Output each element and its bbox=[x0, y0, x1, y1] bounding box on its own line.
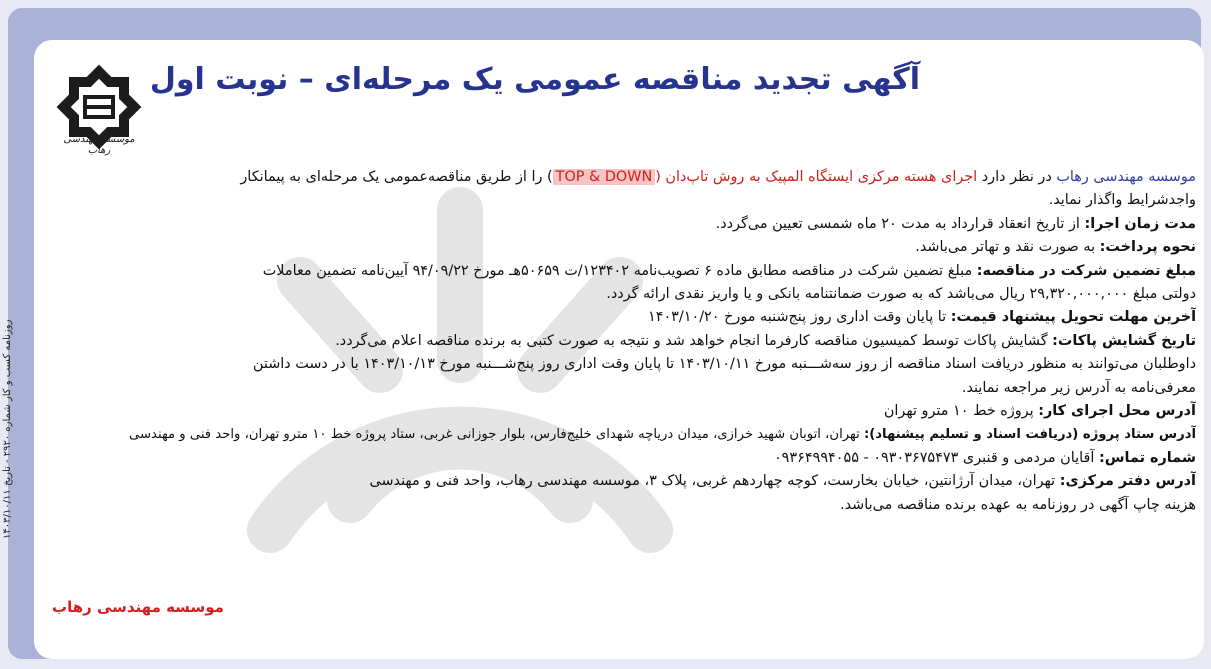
opening-line bbox=[40, 330, 1196, 353]
office-label: آدرس دفتر مرکزی: bbox=[1059, 473, 1196, 490]
guarantee-value: مبلغ تضمین شرکت در مناقصه مطابق ماده ۶ تصویب‌نامه ۱۲۳۴۰۲/ت ۵۰۶۵۹هـ مورخ ۹۴/۰۹/۲۲ آیین‌نامه تضمین معاملات bbox=[262, 262, 977, 279]
guarantee-label: مبلغ تضمین شرکت در مناقصه: bbox=[976, 262, 1196, 279]
site-label: آدرس محل اجرای کار: bbox=[1038, 403, 1196, 420]
company-name: موسسه مهندسی رهاب bbox=[1056, 169, 1196, 185]
newspaper-stamp: روزنامه کسب و کار شماره ۲۹۲۰ - تاریخ ۱۴۰۳/۱۰/۱۱ bbox=[2, 320, 13, 540]
site-value: پروژه خط ۱۰ مترو تهران bbox=[883, 403, 1039, 420]
method-badge: TOP & DOWN bbox=[553, 169, 656, 185]
hq-value: تهران، اتوبان شهید خرازی، میدان دریاچه شهدای خلیج‌فارس، بلوار جوزانی غربی، ستاد پروژه خط ۱۰ مترو تهران، واحد فنی و مهندسی bbox=[129, 427, 864, 443]
hq-line bbox=[40, 423, 1196, 446]
logo-caption: موسسه مهندسی رهاب bbox=[63, 134, 135, 156]
office-line bbox=[40, 470, 1196, 493]
signature: موسسه مهندسی رهاب bbox=[52, 598, 224, 616]
page-title: آگهی تجدید مناقصه عمومی یک مرحله‌ای – نوبت اول bbox=[149, 62, 920, 97]
deadline-value: تا پایان وقت اداری روز پنج‌شنبه مورخ ۱۴۰۳/۱۰/۲۰ bbox=[647, 309, 951, 326]
docs-line-2: معرفی‌نامه به آدرس زیر مراجعه نمایند. bbox=[961, 379, 1196, 396]
guarantee-line bbox=[40, 260, 1196, 283]
deadline-label: آخرین مهلت تحویل پیشنهاد قیمت: bbox=[950, 309, 1196, 326]
payment-value: به صورت نقد و تهاتر می‌باشد. bbox=[915, 239, 1100, 256]
office-value: تهران، میدان آرژانتین، خیابان بخارست، کوچه چهاردهم غربی، پلاک ۳، موسسه مهندسی رهاب، واحد فنی و مهندسی bbox=[369, 473, 1060, 490]
hq-label: آدرس ستاد پروژه (دریافت اسناد و تسلیم پیشنهاد): bbox=[863, 427, 1196, 443]
contact-value: آقایان مردمی و قنبری ۰۹۳۰۳۶۷۵۴۷۳ - ۰۹۳۶۴۹۹۴۰۵۵ bbox=[773, 449, 1099, 466]
site-line bbox=[40, 400, 1196, 423]
intro-line-2: واجدشرایط واگذار نماید. bbox=[1048, 192, 1196, 209]
guarantee-line-2: دولتی مبلغ ۲۹,۳۲۰,۰۰۰,۰۰۰ ریال می‌باشد که به صورت ضمانتنامه بانکی و یا واریز نقدی ارائه گردد. bbox=[606, 286, 1196, 303]
intro-text-2: ) را از طریق مناقصه‌عمومی یک مرحله‌ای به پیمانکار bbox=[240, 169, 553, 185]
contact-line bbox=[40, 447, 1196, 470]
payment-line bbox=[40, 236, 1196, 259]
payment-label: نحوه پرداخت: bbox=[1099, 239, 1196, 256]
docs-line: داوطلبان می‌توانند به منظور دریافت اسناد مناقصه از روز سه‌شـــنبه مورخ ۱۴۰۳/۱۰/۱۱ تا پایان وقت اداری روز پنج‌شـــنبه مورخ ۱۴۰۳/۱۰/۱۳ با در دست داشتن bbox=[252, 356, 1196, 373]
duration-line bbox=[40, 213, 1196, 236]
intro-line bbox=[40, 166, 1196, 189]
deadline-line bbox=[40, 306, 1196, 329]
duration-value: از تاریخ انعقاد قرارداد به مدت ۲۰ ماه شمسی تعیین می‌گردد. bbox=[715, 215, 1085, 232]
cost-line: هزینه چاپ آگهی در روزنامه به عهده برنده مناقصه می‌باشد. bbox=[840, 496, 1196, 513]
intro-text: در نظر دارد bbox=[977, 169, 1057, 185]
opening-value: گشایش پاکات توسط کمیسیون مناقصه کارفرما انجام خواهد شد و نتیجه به صورت کتبی به برنده مناقصه اعلام می‌گردد. bbox=[335, 332, 1053, 349]
notice-body bbox=[40, 166, 1196, 517]
opening-label: تاریخ گشایش پاکات: bbox=[1052, 332, 1196, 349]
project-title: اجرای هسته مرکزی ایستگاه المپیک به روش تاپ‌دان ( bbox=[655, 169, 978, 185]
duration-label: مدت زمان اجرا: bbox=[1084, 215, 1196, 232]
contact-label: شماره تماس: bbox=[1098, 449, 1196, 466]
